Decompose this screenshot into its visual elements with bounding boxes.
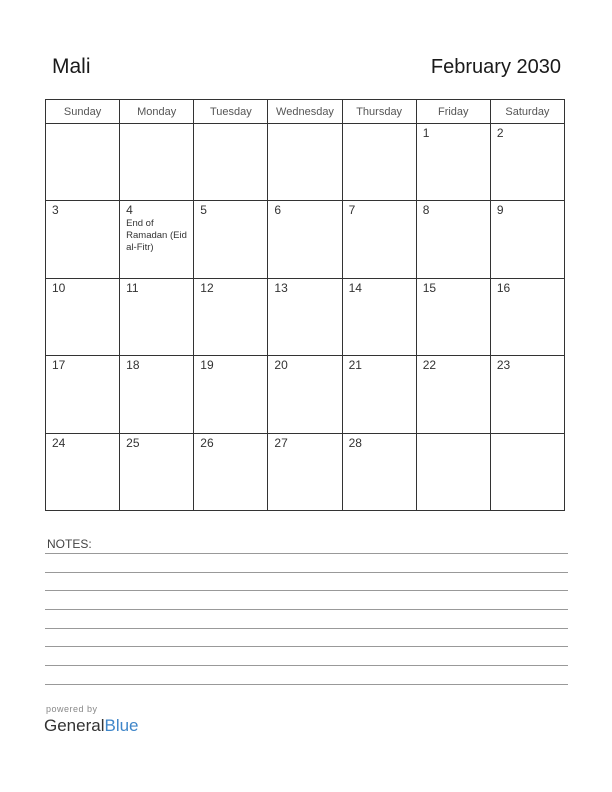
day-cell (46, 201, 120, 278)
holiday-label (46, 217, 119, 218)
holiday-label (343, 217, 416, 218)
day-cell (416, 278, 490, 355)
day-cell (342, 433, 416, 510)
holiday-label (343, 450, 416, 451)
day-cell (268, 356, 342, 433)
holiday-label (343, 127, 416, 128)
day-cell (194, 356, 268, 433)
day-cell (46, 124, 120, 201)
holiday-label (417, 140, 490, 141)
day-number: 12 (200, 280, 214, 295)
holiday-label (417, 437, 490, 438)
day-cell (268, 124, 342, 201)
day-number: 10 (52, 280, 66, 295)
day-cell (120, 124, 194, 201)
holiday-label (46, 450, 119, 451)
holiday-label (120, 372, 193, 373)
day-cell (342, 278, 416, 355)
day-cell (268, 278, 342, 355)
month-year-title: February 2030 (430, 56, 561, 78)
day-cell (342, 124, 416, 201)
holiday-label (268, 295, 341, 296)
day-cell (194, 124, 268, 201)
note-line (45, 590, 568, 591)
holiday-label (343, 372, 416, 373)
holiday-label (194, 295, 267, 296)
holiday-label (417, 295, 490, 296)
day-cell (194, 201, 268, 278)
day-number: 6 (274, 203, 282, 218)
holiday-label (46, 295, 119, 296)
day-number: 7 (348, 203, 356, 218)
day-number: 2 (496, 126, 504, 140)
day-number: 21 (348, 358, 362, 373)
note-line (45, 665, 568, 666)
day-cell (268, 201, 342, 278)
powered-by-text: powered by (46, 704, 98, 714)
day-number: 17 (52, 358, 66, 373)
day-cell (342, 201, 416, 278)
holiday-label (194, 372, 267, 373)
day-cell (120, 356, 194, 433)
holiday-label (268, 372, 341, 373)
brand-name-general: General (44, 716, 105, 735)
weekday-header: Sunday (46, 100, 120, 124)
day-cell (120, 433, 194, 510)
holiday-label (194, 127, 267, 128)
note-line (45, 572, 568, 573)
holiday-label (46, 372, 119, 373)
day-cell (194, 278, 268, 355)
day-cell (46, 356, 120, 433)
holiday-label (268, 450, 341, 451)
weekday-header: Thursday (342, 100, 416, 124)
weekday-header: Tuesday (194, 100, 268, 124)
day-number: 1 (422, 126, 430, 140)
day-number: 26 (200, 435, 214, 450)
holiday-label: End of Ramadan (Eid al-Fitr) (126, 218, 187, 254)
day-number: 22 (422, 358, 437, 373)
day-cell (416, 201, 490, 278)
day-cell (268, 433, 342, 510)
week-row (46, 433, 565, 510)
holiday-label (120, 127, 193, 128)
holiday-label (46, 127, 119, 128)
holiday-label (417, 372, 490, 373)
weekday-header: Saturday (490, 100, 564, 124)
day-number: 14 (348, 280, 362, 295)
week-row (46, 124, 565, 201)
day-number: 8 (422, 203, 430, 218)
day-number: 9 (496, 203, 504, 218)
day-cell (46, 278, 120, 355)
day-number: 5 (200, 203, 207, 218)
week-row (46, 201, 565, 278)
holiday-label (491, 372, 564, 373)
day-cell (342, 356, 416, 433)
day-cell (490, 278, 564, 355)
holiday-label (268, 217, 341, 218)
day-cell (46, 433, 120, 510)
holiday-label (417, 217, 490, 218)
day-cell (490, 433, 564, 510)
holiday-label (120, 450, 193, 451)
holiday-label (194, 217, 267, 218)
day-cell (490, 201, 564, 278)
notes-label: NOTES: (47, 537, 92, 551)
holiday-label (491, 140, 564, 141)
day-number: 19 (200, 358, 214, 373)
holiday-label (491, 217, 564, 218)
note-line (45, 684, 568, 685)
holiday-label (268, 127, 341, 128)
day-cell (416, 356, 490, 433)
day-number: 28 (348, 435, 362, 450)
holiday-label (491, 295, 564, 296)
day-number: 11 (126, 280, 139, 295)
weekday-header: Wednesday (268, 100, 342, 124)
weekday-header: Friday (416, 100, 490, 124)
note-line (45, 628, 568, 629)
holiday-label (491, 437, 564, 438)
calendar-grid (45, 99, 565, 511)
day-cell (416, 124, 490, 201)
day-number: 20 (274, 358, 288, 373)
day-number: 3 (52, 203, 59, 218)
holiday-label (194, 450, 267, 451)
week-row (46, 356, 565, 433)
brand-name-blue: Blue (104, 716, 139, 735)
day-number: 23 (496, 358, 511, 373)
holiday-label (343, 295, 416, 296)
day-cell (120, 201, 194, 278)
weekday-header: Monday (120, 100, 194, 124)
day-number: 27 (274, 435, 288, 450)
day-number: 13 (274, 280, 288, 295)
note-line (45, 646, 568, 647)
day-number: 4 (126, 203, 133, 218)
day-cell (120, 278, 194, 355)
week-row (46, 278, 565, 355)
country-title: Mali (52, 55, 91, 78)
weekday-header-row (46, 100, 565, 124)
day-number: 24 (52, 435, 66, 450)
note-line (45, 553, 568, 554)
day-cell (416, 433, 490, 510)
brand-logo (44, 716, 139, 736)
note-line (45, 609, 568, 610)
holiday-label (120, 295, 193, 296)
day-number: 25 (126, 435, 140, 450)
day-number: 16 (496, 280, 511, 295)
day-cell (490, 356, 564, 433)
day-number: 18 (126, 358, 140, 373)
day-cell (194, 433, 268, 510)
day-number: 15 (422, 280, 437, 295)
day-cell (490, 124, 564, 201)
